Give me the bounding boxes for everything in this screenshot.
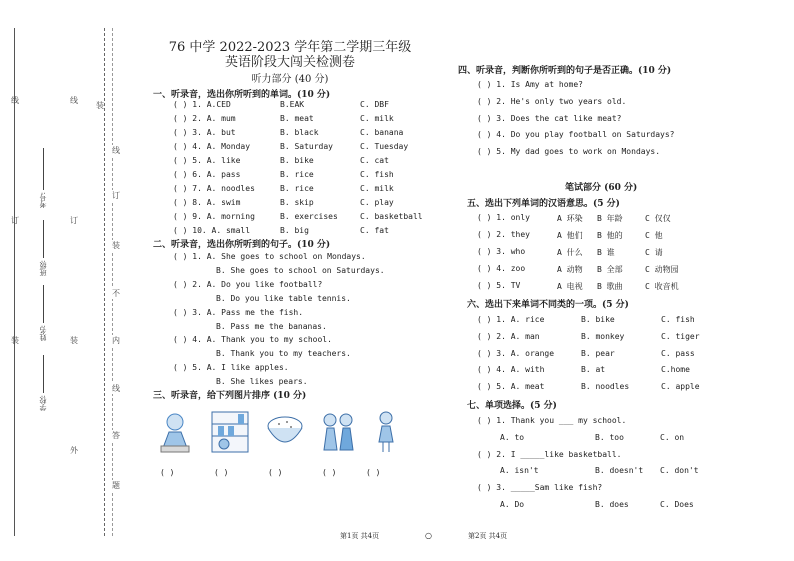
- question-row: [477, 365, 690, 374]
- name-field-line: [43, 285, 44, 323]
- option-c: C. banana: [360, 128, 404, 137]
- option-b: B. too: [595, 433, 624, 442]
- question-stem: ( ) 1. only: [477, 213, 530, 222]
- option-c: C.home: [661, 365, 690, 374]
- question-stem: ( ) 2. A. mum: [173, 114, 236, 123]
- option-b: B. big: [280, 226, 309, 235]
- question-stem: ( ) 2. they: [477, 230, 530, 239]
- school-field-label: 学校:: [39, 395, 47, 412]
- option-a: A 环染: [557, 214, 583, 223]
- cut-char: 订: [112, 191, 120, 200]
- sentence-option: ( ) 1. A. She goes to school on Mondays.: [173, 252, 366, 261]
- option-c: C. DBF: [360, 100, 389, 109]
- true-false-item: ( ) 1. Is Amy at home?: [477, 80, 583, 89]
- binding-margin: [0, 0, 120, 561]
- answer-blank[interactable]: ( ): [366, 468, 381, 477]
- option-b: B. monkey: [581, 332, 625, 341]
- question-stem: ( ) 1. Thank you ___ my school.: [477, 416, 627, 425]
- cut-char: 线: [112, 384, 120, 393]
- question-row: [173, 114, 394, 123]
- sentence-option: B. Do you like table tennis.: [216, 294, 351, 303]
- option-row: [500, 466, 699, 475]
- picture-child-reading: [155, 408, 195, 456]
- question-stem: ( ) 2. A. man: [477, 332, 540, 341]
- question-row: [173, 212, 423, 221]
- option-b: B. Saturday: [280, 142, 333, 151]
- cut-char: 线: [112, 146, 120, 155]
- question-row: [173, 198, 394, 207]
- picture-shelves: [210, 408, 250, 456]
- question-stem: ( ) 3. A. but: [173, 128, 236, 137]
- question-stem: ( ) 4. A. with: [477, 365, 545, 374]
- option-c: C 动物园: [645, 265, 679, 274]
- sentence-option: B. Pass me the bananas.: [216, 322, 327, 331]
- question-row: [173, 226, 389, 235]
- margin-char: 订: [70, 216, 78, 225]
- section-5-heading: 五、选出下列单词的汉语意思。(5 分): [467, 199, 620, 209]
- question-stem: ( ) 9. A. morning: [173, 212, 255, 221]
- option-c: C. tiger: [661, 332, 700, 341]
- question-row: [477, 247, 663, 257]
- option-c: C 他: [645, 231, 663, 240]
- true-false-item: ( ) 5. My dad goes to work on Mondays.: [477, 147, 661, 156]
- option-c: C. pass: [661, 349, 695, 358]
- option-b: B. exercises: [280, 212, 338, 221]
- question-row: [477, 281, 679, 291]
- true-false-item: ( ) 4. Do you play football on Saturdays?: [477, 130, 675, 139]
- question-stem: ( ) 8. A. swim: [173, 198, 241, 207]
- question-row: [477, 315, 695, 324]
- cut-char: 装: [96, 101, 104, 110]
- section-6-heading: 六、选出下来单词不同类的一项。(5 分): [467, 300, 629, 310]
- option-c: C. fish: [360, 170, 394, 179]
- option-c: C 收音机: [645, 282, 679, 291]
- question-row: [173, 128, 404, 137]
- option-c: C 请: [645, 248, 663, 257]
- option-b: B. pear: [581, 349, 615, 358]
- option-c: C. milk: [360, 184, 394, 193]
- question-row: [173, 142, 409, 151]
- option-b: B 全部: [597, 265, 623, 274]
- option-b: B. noodles: [581, 382, 630, 391]
- question-row: [477, 349, 695, 358]
- question-stem: ( ) 7. A. noodles: [173, 184, 255, 193]
- question-row: [173, 156, 389, 165]
- class-field-line: [43, 220, 44, 258]
- answer-blank[interactable]: ( ): [322, 468, 337, 477]
- question-stem: ( ) 2. I _____like basketball.: [477, 450, 622, 459]
- page-number-left: 第1页 共4页: [340, 532, 380, 540]
- option-a: A 动物: [557, 265, 583, 274]
- option-b: B 谁: [597, 248, 615, 257]
- question-stem: ( ) 4. zoo: [477, 264, 526, 273]
- sentence-option: B. She likes pears.: [216, 377, 308, 386]
- option-b: B. rice: [280, 184, 314, 193]
- picture-rice-bowl: [265, 408, 305, 456]
- question-stem: ( ) 3. _____Sam like fish?: [477, 483, 603, 492]
- option-b: B. rice: [280, 170, 314, 179]
- option-c: C. on: [660, 433, 685, 442]
- question-stem: ( ) 3. who: [477, 247, 526, 256]
- question-stem: ( ) 6. A. pass: [173, 170, 241, 179]
- page-center-mark: ○: [425, 531, 432, 540]
- section-3-heading: 三、听录音，给下列图片排序 (10 分): [153, 391, 307, 401]
- answer-blank[interactable]: ( ): [214, 468, 229, 477]
- question-row: [477, 382, 700, 391]
- margin-char: 外: [70, 446, 78, 455]
- question-stem: ( ) 5. TV: [477, 281, 521, 290]
- option-c: C. apple: [661, 382, 700, 391]
- option-a: A. to: [500, 433, 525, 442]
- question-stem: ( ) 10. A. small: [173, 226, 251, 235]
- option-b: B.EAK: [280, 100, 305, 109]
- question-stem: ( ) 5. A. meat: [477, 382, 545, 391]
- option-b: B. bike: [581, 315, 615, 324]
- question-row: [477, 213, 671, 223]
- cut-char: 不: [112, 289, 120, 298]
- question-row: [477, 332, 700, 341]
- question-stem: ( ) 3. A. orange: [477, 349, 555, 358]
- sentence-option: ( ) 4. A. Thank you to my school.: [173, 335, 332, 344]
- name-field-label: 姓名:: [39, 325, 47, 342]
- cut-char: 题: [112, 481, 120, 490]
- exam-title-line2: 英语阶段大闯关检测卷: [224, 55, 355, 70]
- cut-line: [104, 28, 105, 536]
- answer-blank[interactable]: ( ): [268, 468, 283, 477]
- class-field-label: 班级:: [39, 260, 47, 277]
- exam-number-line: [43, 148, 44, 190]
- question-row: [173, 170, 394, 179]
- option-c: C. milk: [360, 114, 394, 123]
- answer-blank[interactable]: ( ): [160, 468, 175, 477]
- margin-char: 线: [11, 96, 19, 105]
- cut-char: 内: [112, 336, 120, 345]
- question-row: [173, 184, 394, 193]
- option-a: A. isn't: [500, 466, 539, 475]
- cut-char: 装: [112, 241, 120, 250]
- option-b: B 歌曲: [597, 282, 623, 291]
- option-a: A 电视: [557, 282, 583, 291]
- option-b: B. at: [581, 365, 606, 374]
- question-row: [477, 264, 679, 274]
- sentence-option: ( ) 5. A. I like apples.: [173, 363, 289, 372]
- section-2-heading: 二、听录音，选出你所听到的句子。(10 分): [153, 240, 331, 250]
- option-b: B. bike: [280, 156, 314, 165]
- question-row: [477, 230, 663, 240]
- option-b: B. does: [595, 500, 629, 509]
- option-row: [500, 500, 694, 509]
- section-4-heading: 四、听录音，判断你所听到的句子是否正确。(10 分): [458, 66, 672, 76]
- section-1-heading: 一、听录音，选出你所听到的单词。(10 分): [153, 90, 331, 100]
- listening-part-label: 听力部分 (40 分): [251, 74, 329, 85]
- exam-title: [150, 40, 430, 70]
- option-row: [500, 433, 685, 442]
- option-b: B 年龄: [597, 214, 623, 223]
- question-row: [173, 100, 389, 109]
- true-false-item: ( ) 2. He's only two years old.: [477, 97, 627, 106]
- written-part-label: 笔试部分 (60 分): [565, 183, 638, 193]
- true-false-item: ( ) 3. Does the cat like meat?: [477, 114, 622, 123]
- option-a: A 什么: [557, 248, 583, 257]
- option-c: C. basketball: [360, 212, 423, 221]
- option-c: C. Tuesday: [360, 142, 409, 151]
- margin-char: 装: [70, 336, 78, 345]
- sentence-option: B. Thank you to my teachers.: [216, 349, 351, 358]
- option-b: B. doesn't: [595, 466, 644, 475]
- option-c: C. fish: [661, 315, 695, 324]
- sentence-option: B. She goes to school on Saturdays.: [216, 266, 385, 275]
- option-a: A 他们: [557, 231, 583, 240]
- page-number-right: 第2页 共4页: [468, 532, 508, 540]
- section-7-heading: 七、单项选择。(5 分): [467, 401, 557, 411]
- question-stem: ( ) 5. A. like: [173, 156, 241, 165]
- margin-char: 线: [70, 96, 78, 105]
- question-stem: ( ) 4. A. Monday: [173, 142, 251, 151]
- fold-line: [112, 28, 113, 536]
- option-b: B. skip: [280, 198, 314, 207]
- cut-char: 答: [112, 431, 120, 440]
- option-a: A. Do: [500, 500, 525, 509]
- margin-char: 装: [11, 336, 19, 345]
- option-b: B 他的: [597, 231, 623, 240]
- exam-title-line1: 76 中学 2022-2023 学年第二学期三年级: [168, 40, 412, 55]
- margin-char: 订: [11, 216, 19, 225]
- option-c: C. Does: [660, 500, 694, 509]
- option-c: C. play: [360, 198, 394, 207]
- question-stem: ( ) 1. A.CED: [173, 100, 231, 109]
- question-stem: ( ) 1. A. rice: [477, 315, 545, 324]
- option-b: B. meat: [280, 114, 314, 123]
- sentence-option: ( ) 2. A. Do you like football?: [173, 280, 323, 289]
- exam-number-label: 考号:: [39, 192, 47, 209]
- option-c: C. don't: [660, 466, 699, 475]
- option-c: C 仅仅: [645, 214, 671, 223]
- picture-girl: [366, 408, 406, 456]
- school-field-line: [43, 355, 44, 393]
- sentence-option: ( ) 3. A. Pass me the fish.: [173, 308, 304, 317]
- option-c: C. cat: [360, 156, 389, 165]
- option-c: C. fat: [360, 226, 389, 235]
- picture-two-children: [318, 408, 358, 456]
- option-b: B. black: [280, 128, 319, 137]
